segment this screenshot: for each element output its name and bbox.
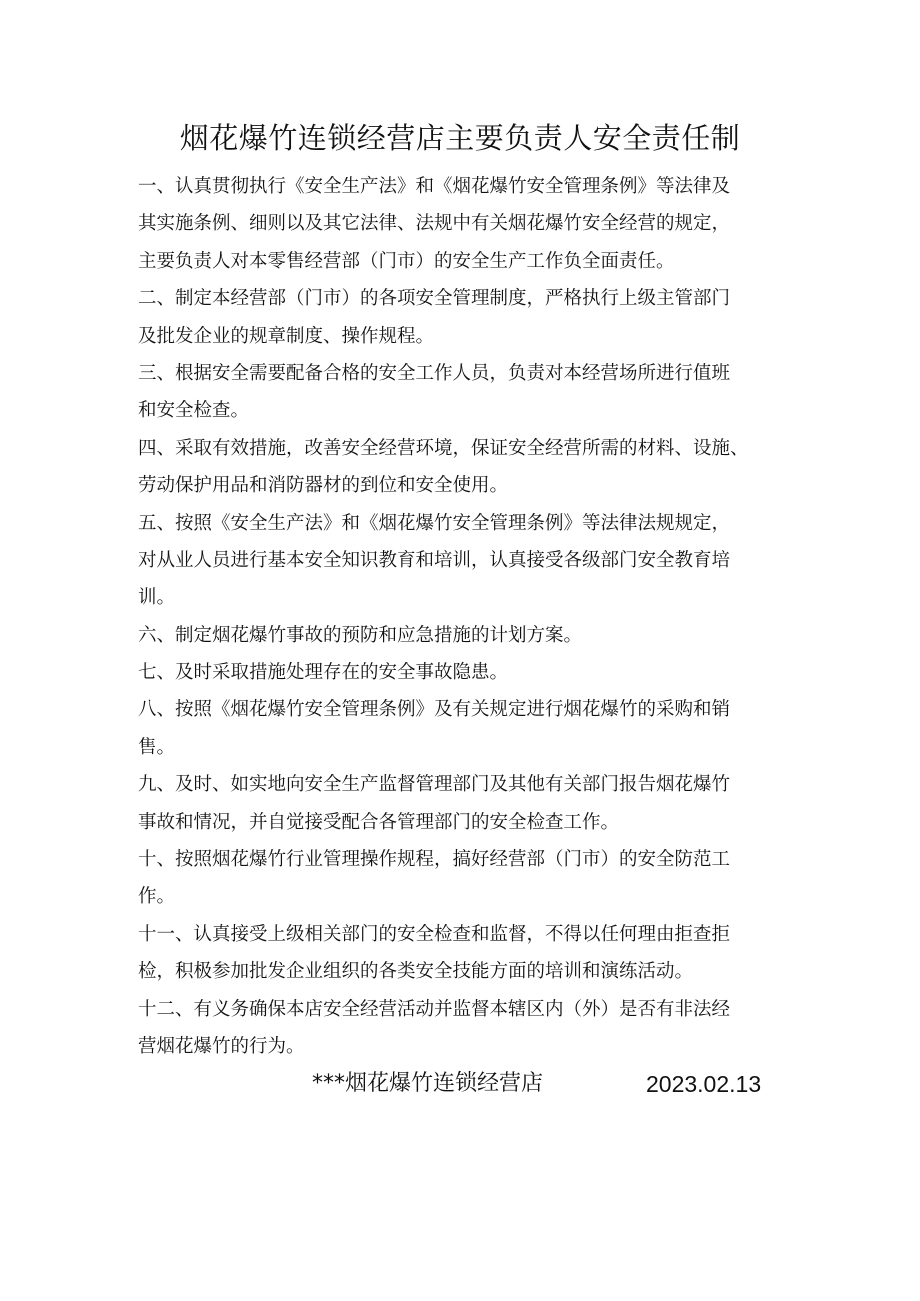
body-line: 检，积极参加批发企业组织的各类安全技能方面的培训和演练活动。 bbox=[138, 961, 694, 983]
body-line: 营烟花爆竹的行为。 bbox=[138, 1035, 305, 1057]
document-title: 烟花爆竹连锁经营店主要负责人安全责任制 bbox=[179, 121, 741, 155]
body-line: 主要负责人对本零售经营部（门市）的安全生产工作负全面责任。 bbox=[138, 250, 675, 272]
body-line: 售。 bbox=[138, 736, 176, 758]
body-line: 三、根据安全需要配备合格的安全工作人员，负责对本经营场所进行值班 bbox=[138, 362, 731, 384]
body-line: 八、按照《烟花爆竹安全管理条例》及有关规定进行烟花爆竹的采购和销 bbox=[138, 699, 731, 721]
body-line: 十一、认真接受上级相关部门的安全检查和监督，不得以任何理由拒查拒 bbox=[138, 923, 731, 945]
body-line: 和安全检查。 bbox=[138, 400, 250, 422]
body-line: 五、按照《安全生产法》和《烟花爆竹安全管理条例》等法律法规规定， bbox=[138, 512, 731, 534]
signature-block bbox=[0, 1064, 920, 1104]
body-line: 四、采取有效措施，改善安全经营环境，保证安全经营所需的材料、设施、 bbox=[138, 437, 749, 459]
body-line: 九、及时、如实地向安全生产监督管理部门及其他有关部门报告烟花爆竹 bbox=[138, 774, 731, 796]
body-line: 事故和情况，并自觉接受配合各管理部门的安全检查工作。 bbox=[138, 811, 620, 833]
body-line: 六、制定烟花爆竹事故的预防和应急措施的计划方案。 bbox=[138, 624, 583, 646]
body-line: 一、认真贯彻执行《安全生产法》和《烟花爆竹安全管理条例》等法律及 bbox=[138, 176, 731, 197]
document-body bbox=[138, 168, 808, 1065]
body-line: 及批发企业的规章制度、操作规程。 bbox=[138, 325, 435, 347]
signature-store-name: ***烟花爆竹连锁经营店 bbox=[312, 1071, 544, 1096]
body-line: 十、按照烟花爆竹行业管理操作规程，搞好经营部（门市）的安全防范工 bbox=[138, 849, 731, 871]
body-line: 劳动保护用品和消防器材的到位和安全使用。 bbox=[138, 475, 509, 497]
body-line: 七、及时采取措施处理存在的安全事故隐患。 bbox=[138, 662, 509, 684]
body-line: 作。 bbox=[138, 886, 176, 908]
body-line: 其实施条例、细则以及其它法律、法规中有关烟花爆竹安全经营的规定， bbox=[138, 213, 731, 235]
body-line: 二、制定本经营部（门市）的各项安全管理制度，严格执行上级主管部门 bbox=[138, 288, 731, 310]
body-line: 训。 bbox=[138, 587, 176, 609]
body-line: 十二、有义务确保本店安全经营活动并监督本辖区内（外）是否有非法经 bbox=[138, 998, 731, 1020]
body-line: 对从业人员进行基本安全知识教育和培训，认真接受各级部门安全教育培 bbox=[138, 549, 731, 571]
signature-date: 2023.02.13 bbox=[646, 1071, 762, 1097]
